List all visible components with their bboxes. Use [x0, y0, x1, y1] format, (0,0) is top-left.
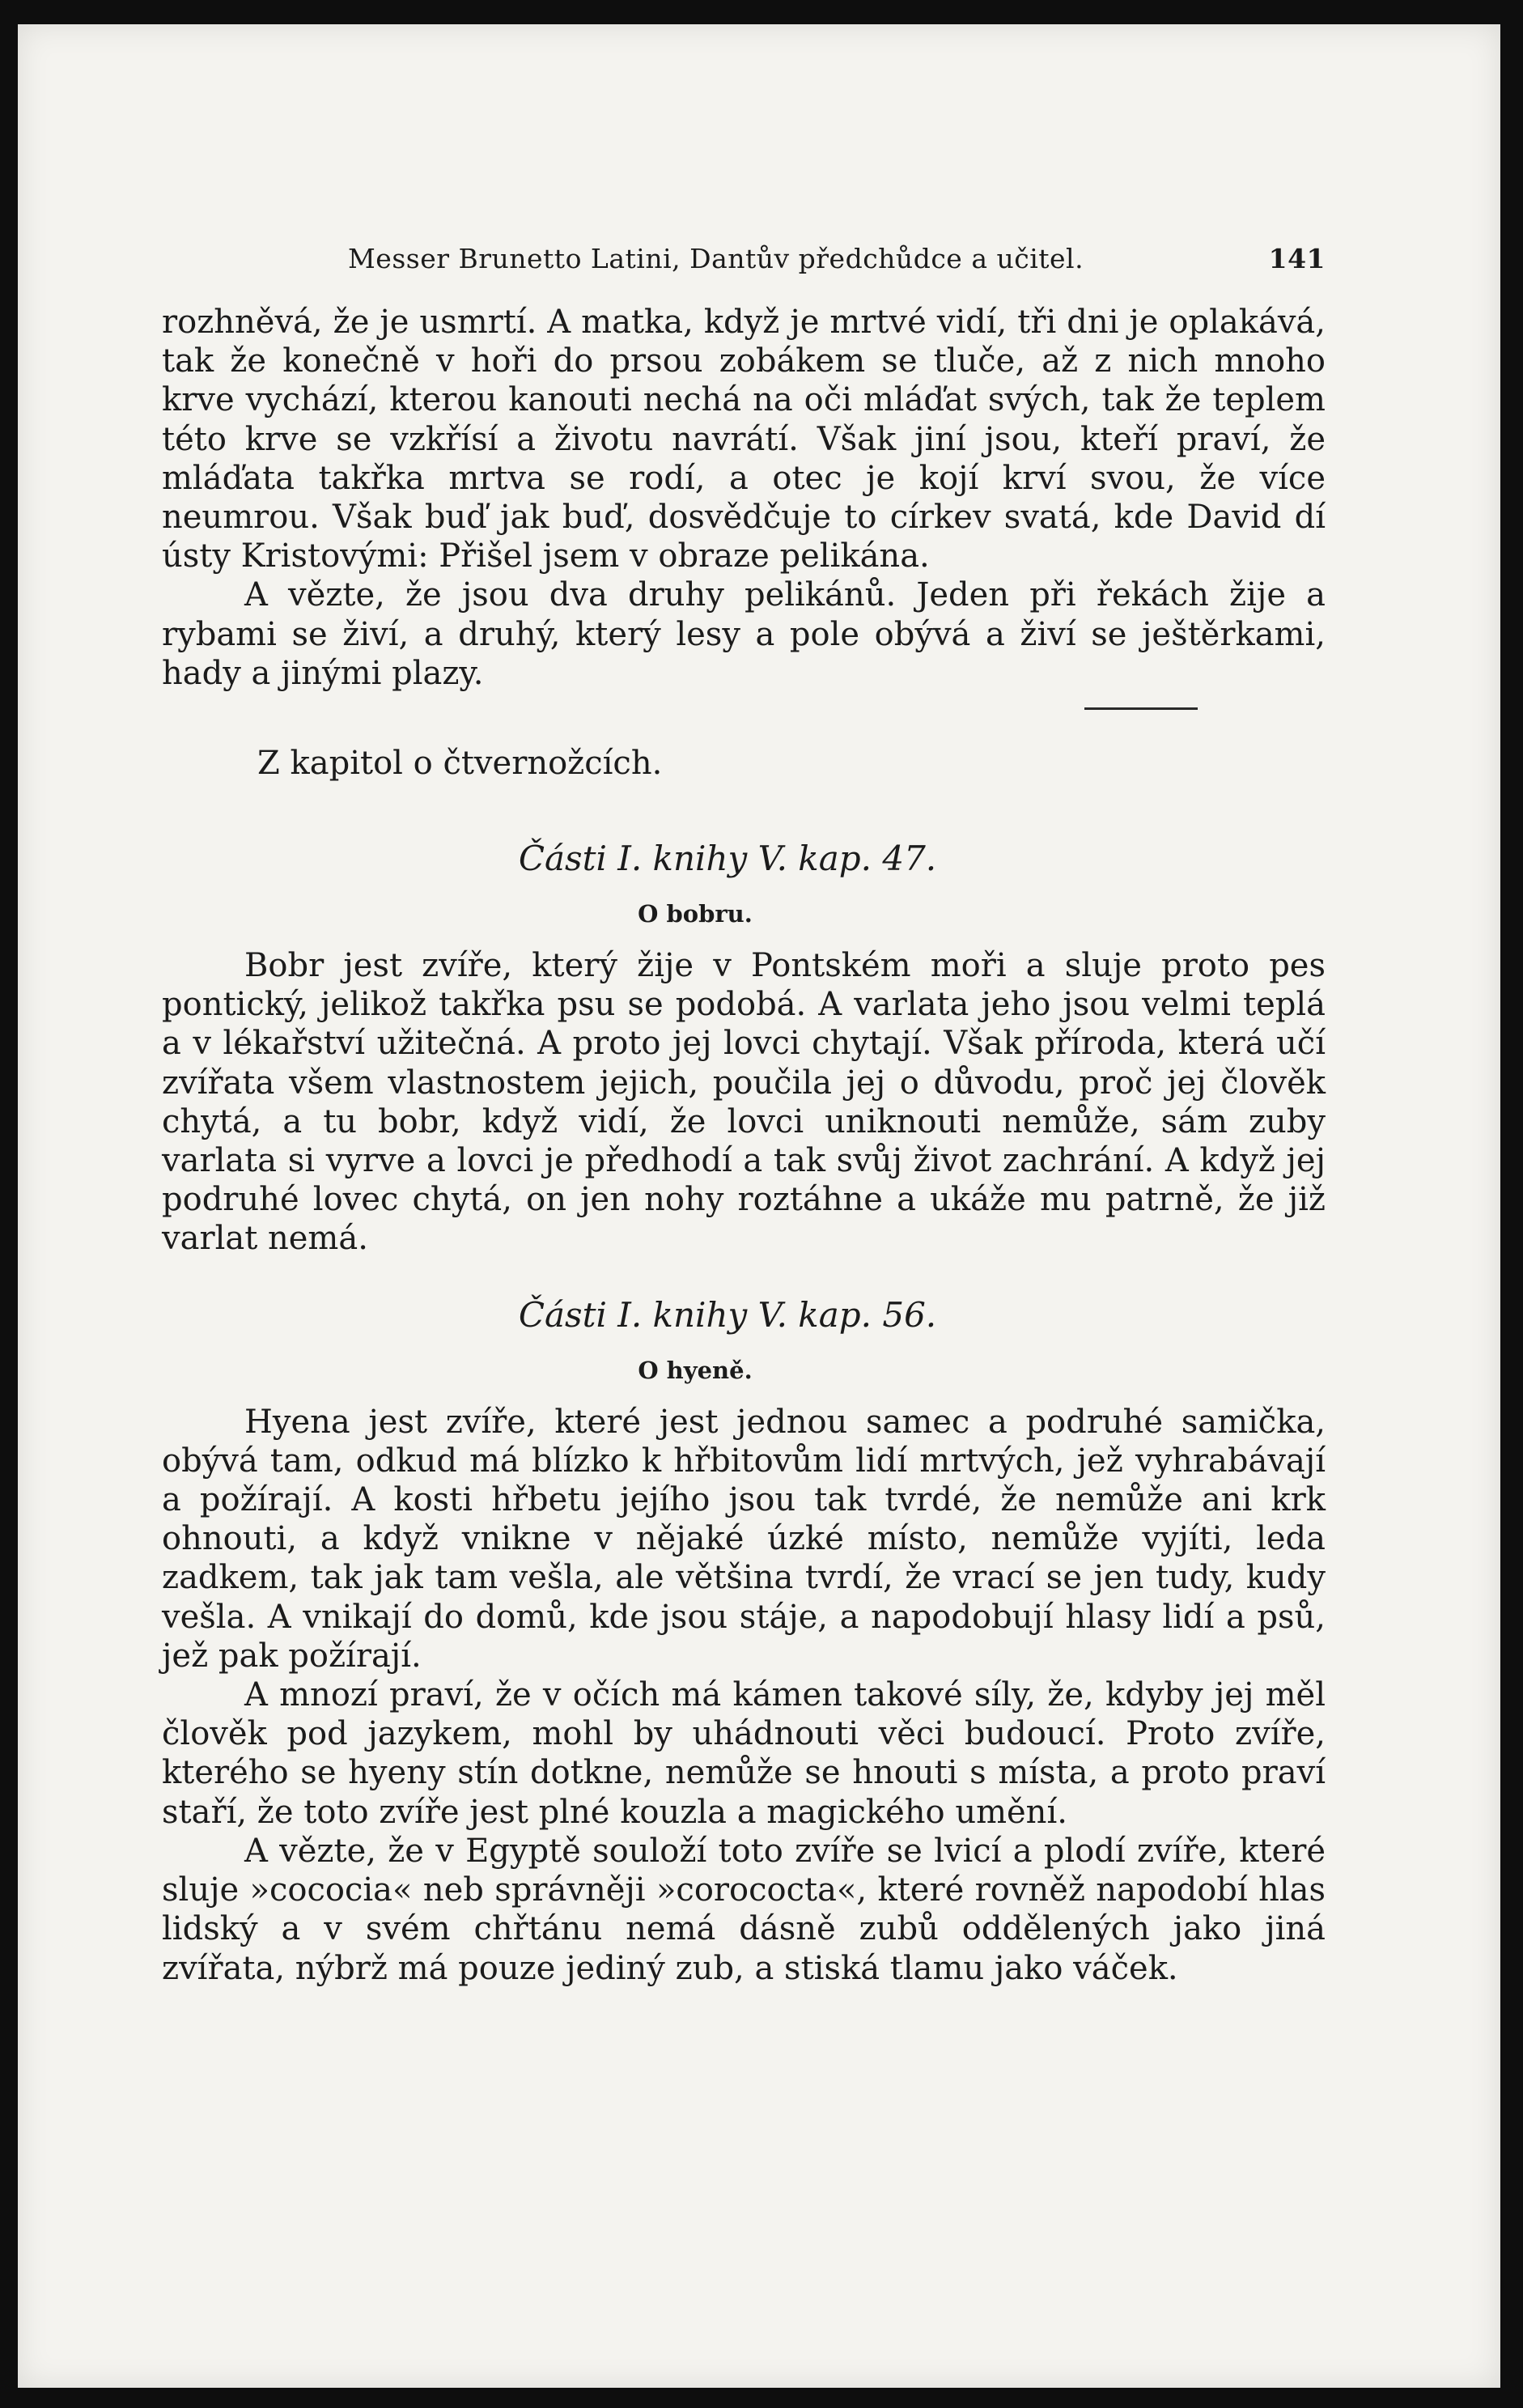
beaver-part-reference: Části I. knihy V. kap. 47.: [518, 839, 937, 879]
hyena-chapter-title: O hyeně.: [638, 1356, 753, 1384]
hyena-paragraph-1: Hyena jest zvíře, které jest jednou samec a podruhé samička, obývá tam, odkud má blízko k hřbitovům lidí mrtvých, jež vyhrabávají a požírají. A kosti hřbetu jejího jsou tak tvrdé, že nemůže ani krk ohnouti, a když vnikne v nějaké úzké místo, nemůže vyjíti, leda zadkem, tak jak tam vešla, ale většina tvrdí, že vrací se jen tudy, kudy vešla. A vnikají do domů, kde jsou stáje, a napodobují hlasy lidí a psů, jež pak požírají.: [162, 1403, 1326, 1675]
section-divider: [1084, 707, 1198, 710]
running-head: [162, 243, 1326, 291]
pelican-paragraph-2: A vězte, že jsou dva druhy pelikánů. Jeden při řekách žije a rybami se živí, a druhý, který lesy a pole obývá a živí se ještěrkami, hady a jinými plazy.: [162, 576, 1326, 692]
hyena-part-reference: Části I. knihy V. kap. 56.: [518, 1294, 937, 1335]
section-title: Z kapitol o čtvernožcích.: [257, 745, 663, 783]
hyena-paragraph-3: A vězte, že v Egyptě souloží toto zvíře se lvicí a plodí zvíře, které sluje »cococia« neb správněji »corococta«, které rovněž napodobí hlas lidský a v svém chřtánu nemá dásně zubů oddělených jako jiná zvířata, nýbrž má pouze jediný zub, a stiská tlamu jako váček.: [162, 1832, 1326, 1987]
page-content: [162, 243, 1326, 1988]
running-head-title: Messer Brunetto Latini, Dantův předchůdce a učitel.: [348, 243, 1084, 274]
pelican-paragraph-1: rozhněvá, že je usmrtí. A matka, když je mrtvé vidí, tři dni je oplakává, tak že konečně v hoři do prsou zobákem se tluče, až z nich mnoho krve vychází, kterou kanouti nechá na oči mláďat svých, tak že teplem této krve se vzkřísí a životu navrátí. Však jiní jsou, kteří praví, že mláďata takřka mrtva se rodí, a otec je kojí krví svou, že více neumrou. Však buď jak buď, dosvědčuje to církev svatá, kde David dí ústy Kristovými: Přišel jsem v obraze pelikána.: [162, 304, 1326, 575]
beaver-paragraph-1: Bobr jest zvíře, který žije v Pontském moři a sluje proto pes pontický, jelikož takřka psu se podobá. A varlata jeho jsou velmi teplá a v lékařství užitečná. A proto jej lovci chytají. Však příroda, která učí zvířata všem vlastnostem jejich, poučila jej o důvodu, proč jej člověk chytá, a tu bobr, když vidí, že lovci uniknouti nemůže, sám zuby varlata si vyrve a lovci je předhodí a tak svůj život zachrání. A když jej podruhé lovec chytá, on jen nohy roztáhne a ukáže mu patrně, že již varlat nemá.: [162, 947, 1326, 1258]
book-page: [18, 24, 1500, 2388]
page-number: 141: [1268, 243, 1326, 274]
hyena-paragraph-2: A mnozí praví, že v očích má kámen takové síly, že, kdyby jej měl člověk pod jazykem, mohl by uhádnouti věci budoucí. Proto zvíře, kterého se hyeny stín dotkne, nemůže se hnouti s místa, a proto praví staří, že toto zvíře jest plné kouzla a magického umění.: [162, 1676, 1326, 1831]
beaver-chapter-title: O bobru.: [638, 900, 753, 928]
